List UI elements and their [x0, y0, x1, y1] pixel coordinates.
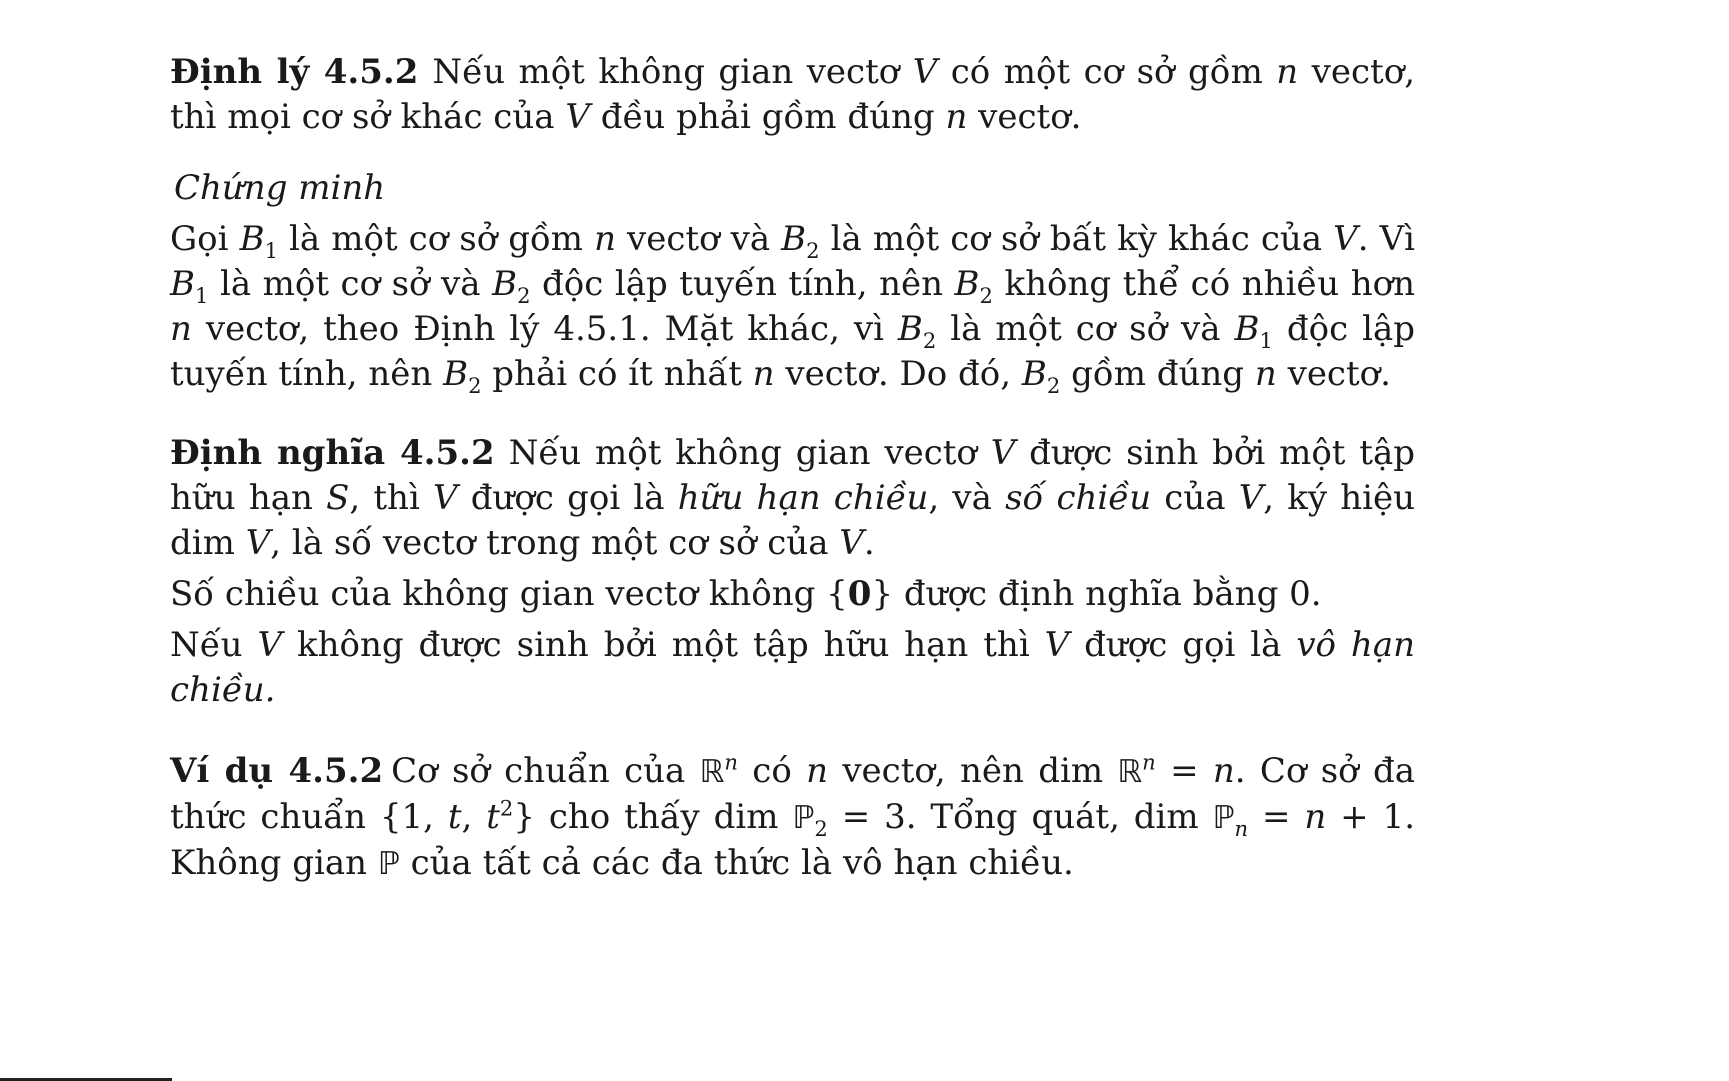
- math-symbol: ℙ: [1212, 800, 1235, 836]
- definition-text: được gọi là: [1069, 625, 1297, 665]
- math-var: n: [170, 309, 192, 349]
- proof-text: vectơ. Do đó,: [774, 354, 1022, 394]
- theorem-label: Định lý 4.5.2: [170, 52, 419, 92]
- math-var: V: [433, 478, 458, 518]
- proof-text: phải có ít nhất: [481, 354, 753, 394]
- example-text: =: [1155, 751, 1213, 791]
- proof-body: [170, 217, 1415, 397]
- math-symbol: ℙ: [377, 846, 400, 882]
- math-var: B: [781, 219, 807, 259]
- superscript: n: [724, 749, 738, 775]
- infinite-dim-line: [170, 623, 1415, 713]
- subscript: 2: [814, 815, 828, 841]
- math-var: t: [447, 797, 462, 837]
- example-label: Ví dụ 4.5.2: [170, 751, 384, 791]
- math-var: n: [1276, 52, 1299, 92]
- subscript: 2: [468, 372, 482, 398]
- math-var: B: [1234, 309, 1260, 349]
- definition-text: , thì: [349, 478, 433, 518]
- proof-text: là một cơ sở và: [936, 309, 1235, 349]
- math-var: n: [945, 97, 968, 137]
- proof-text: độc lập tuyến tính, nên: [170, 309, 1415, 394]
- example-text: . Cơ sở đa thức chuẩn {1,: [170, 751, 1416, 837]
- math-var: B: [954, 264, 980, 304]
- proof-text: không thể có nhiều hơn: [992, 264, 1415, 304]
- definition-text: .: [863, 523, 875, 563]
- math-var: V: [839, 523, 864, 563]
- math-var: V: [912, 52, 938, 92]
- example-text: ,: [461, 797, 487, 837]
- math-symbol: ℙ: [792, 800, 815, 836]
- example-text: } cho thấy dim: [513, 797, 793, 837]
- math-symbol: ℝ: [1117, 754, 1143, 790]
- emphasis-finite-dim: hữu hạn chiều: [677, 478, 929, 518]
- math-var: n: [752, 354, 775, 394]
- superscript: n: [1142, 749, 1156, 775]
- math-var: B: [492, 264, 518, 304]
- example-4-5-2: [170, 749, 1415, 887]
- proof-text: vectơ, theo Định lý 4.5.1. Mặt khác, vì: [191, 309, 898, 349]
- zero-vector: 0: [847, 574, 872, 614]
- proof-text: là một cơ sở gồm: [277, 219, 595, 259]
- math-var: V: [1333, 219, 1358, 259]
- subscript: 2: [806, 237, 820, 263]
- definition-text: không được sinh bởi một tập hữu hạn thì: [282, 625, 1045, 665]
- proof-text: là một cơ sở bất kỳ khác của: [819, 219, 1334, 259]
- definition-text: , và: [928, 478, 1006, 518]
- emphasis-dimension: số chiều: [1005, 478, 1152, 518]
- math-var: B: [897, 309, 923, 349]
- subscript: 2: [1046, 372, 1061, 398]
- example-text: =: [1248, 797, 1305, 837]
- math-var: S: [326, 478, 350, 518]
- definition-text: của: [1151, 478, 1239, 518]
- definition-text: , là số vectơ trong một cơ sở của: [270, 523, 840, 563]
- math-var: n: [1254, 354, 1277, 394]
- definition-text: Số chiều của không gian vectơ không {: [170, 574, 848, 614]
- proof-text: Gọi: [170, 219, 240, 259]
- example-text: = 3. Tổng quát, dim: [827, 797, 1213, 837]
- theorem-text: Nếu một không gian vectơ: [432, 52, 913, 92]
- subscript: 1: [264, 237, 278, 263]
- example-text: Cơ sở chuẩn của: [391, 751, 700, 791]
- proof-text: vectơ và: [616, 219, 782, 259]
- math-var: n: [594, 219, 616, 259]
- subscript: 1: [1259, 327, 1273, 353]
- superscript: 2: [499, 795, 514, 821]
- definition-4-5-2: [170, 431, 1415, 566]
- document-page: [170, 50, 1415, 887]
- math-var: n: [1212, 751, 1235, 791]
- theorem-text: vectơ.: [967, 97, 1082, 137]
- theorem-text: đều phải gồm đúng: [589, 97, 946, 137]
- math-var: n: [806, 751, 829, 791]
- math-var: B: [1021, 354, 1047, 394]
- math-var: V: [565, 97, 590, 137]
- example-text: vectơ, nên dim: [828, 751, 1118, 791]
- math-var: B: [239, 219, 265, 259]
- math-var: V: [990, 433, 1016, 473]
- definition-text: Nếu: [170, 625, 258, 665]
- theorem-4-5-2: [170, 50, 1415, 140]
- definition-label: Định nghĩa 4.5.2: [170, 433, 495, 473]
- theorem-text: có một cơ sở gồm: [937, 52, 1277, 92]
- example-text: có: [737, 751, 807, 791]
- zero-space-line: [170, 572, 1415, 617]
- math-var: B: [443, 354, 469, 394]
- emphasis-infinite-dim: vô hạn chiều.: [170, 625, 1415, 710]
- example-text: + 1. Không gian: [170, 797, 1416, 883]
- definition-text: Nếu một không gian vectơ: [508, 433, 991, 473]
- proof-title: Chứng minh: [174, 168, 386, 208]
- theorem-text: vectơ, thì mọi cơ sở khác của: [170, 52, 1415, 137]
- subscript: 2: [517, 282, 531, 308]
- subscript: 2: [922, 327, 937, 353]
- definition-text: } được định nghĩa bằng 0.: [871, 574, 1322, 614]
- definition-text: được gọi là: [457, 478, 678, 518]
- proof-text: độc lập tuyến tính, nên: [530, 264, 955, 304]
- proof-text: vectơ.: [1276, 354, 1391, 394]
- math-var: n: [1304, 797, 1327, 837]
- math-var: B: [170, 264, 195, 304]
- proof-text: gồm đúng: [1060, 354, 1255, 394]
- subscript: 1: [195, 282, 209, 308]
- definition-text: , ký hiệu dim: [170, 478, 1416, 563]
- definition-text: được sinh bởi một tập hữu hạn: [170, 433, 1415, 518]
- proof-text: là một cơ sở và: [208, 264, 493, 304]
- math-var: t: [486, 797, 500, 837]
- math-var: V: [257, 625, 283, 665]
- math-symbol: ℝ: [699, 754, 725, 790]
- math-var: V: [245, 523, 271, 563]
- math-var: V: [1238, 478, 1264, 518]
- subscript: 2: [979, 282, 993, 308]
- subscript: n: [1234, 815, 1249, 841]
- example-text: của tất cả các đa thức là vô hạn chiều.: [399, 843, 1074, 883]
- math-var: V: [1044, 625, 1070, 665]
- proof-text: . Vì: [1357, 219, 1415, 259]
